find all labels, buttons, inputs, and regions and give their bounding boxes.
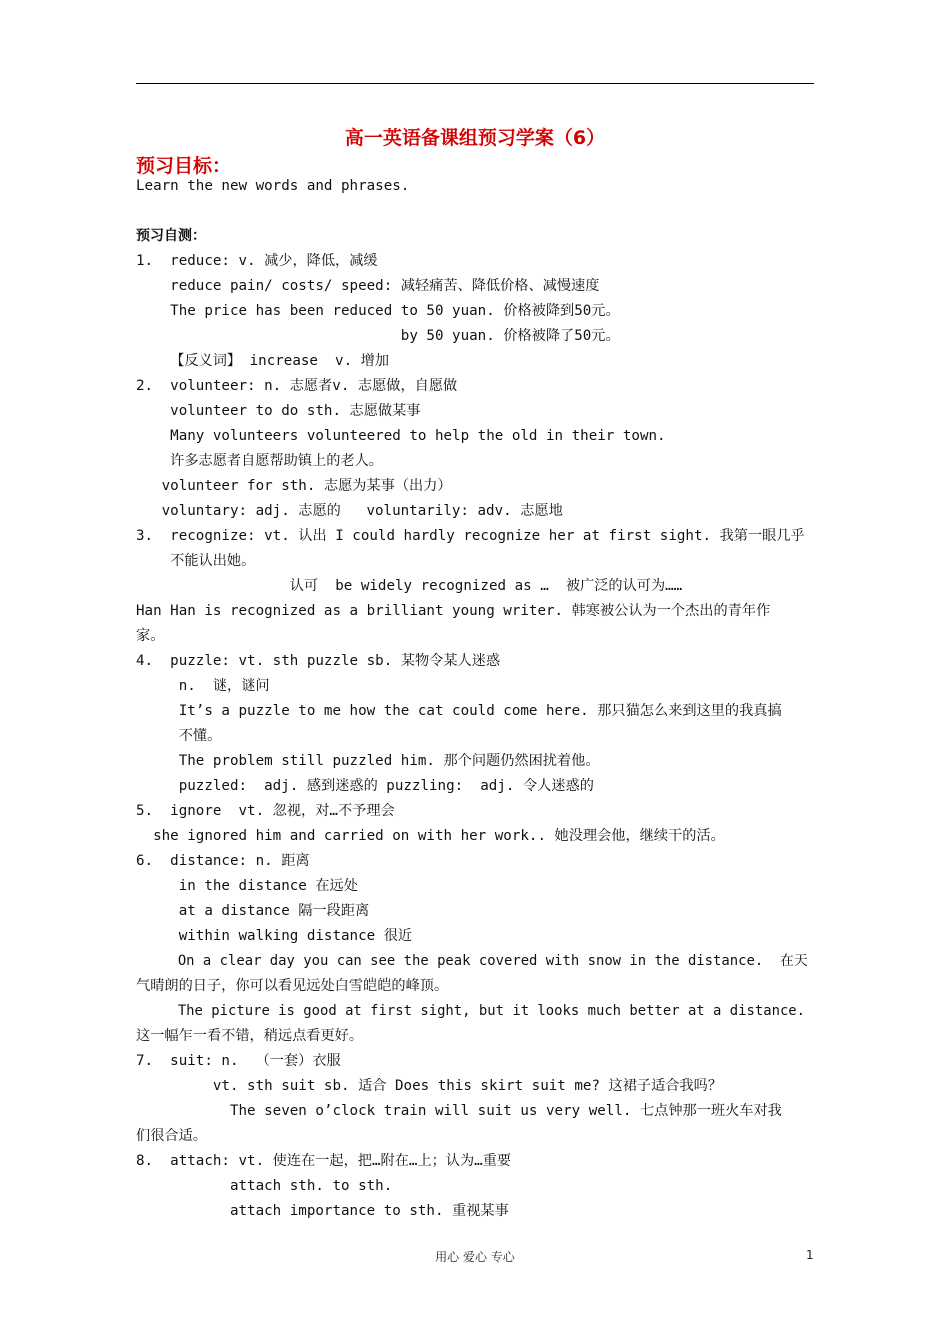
page-footer: 用心 爱心 专心 <box>435 1250 515 1264</box>
text-line: 【反义词】 increase v. 增加 <box>136 353 390 369</box>
text-line: 5. ignore vt. 忽视，对…不予理会 <box>136 803 395 819</box>
text-line: 不懂。 <box>136 728 222 744</box>
text-line: attach sth. to sth. <box>136 1178 393 1194</box>
text-line: It’s a puzzle to me how the cat could come here. 那只猫怎么来到这里的我真搞 <box>136 703 782 719</box>
text-line: within walking distance 很近 <box>136 928 413 944</box>
text-line: volunteer to do sth. 志愿做某事 <box>136 403 421 419</box>
text-line: 许多志愿者自愿帮助镇上的老人。 <box>136 453 383 469</box>
text-line: in the distance 在远处 <box>136 878 358 894</box>
text-line: 这一幅乍一看不错，稍远点看更好。 <box>136 1028 364 1044</box>
text-line: 1. reduce: v. 减少，降低，减缓 <box>136 253 378 269</box>
text-line: 6. distance: n. 距离 <box>136 853 310 869</box>
text-line: puzzled: adj. 感到迷惑的 puzzling: adj. 令人迷惑的 <box>136 778 594 794</box>
text-line: attach importance to sth. 重视某事 <box>136 1203 509 1219</box>
text-line: The problem still puzzled him. 那个问题仍然困扰着他。 <box>136 753 600 769</box>
text-line: Han Han is recognized as a brilliant young writer. 韩寒被公认为一个杰出的青年作 <box>136 603 771 619</box>
text-line: The price has been reduced to 50 yuan. 价格被降到50元。 <box>136 303 620 319</box>
page-title: 高一英语备课组预习学案（6） <box>344 127 606 149</box>
text-line: she ignored him and carried on with her work.. 她没理会他，继续干的活。 <box>136 828 725 844</box>
text-line: The picture is good at first sight, but it looks much better at a distance. <box>136 1003 806 1019</box>
text-line: 气晴朗的日子，你可以看见远处白雪皑皑的峰顶。 <box>136 978 449 994</box>
text-line: 认可 be widely recognized as … 被广泛的认可为…… <box>136 578 683 594</box>
text-line: by 50 yuan. 价格被降了50元。 <box>136 328 620 344</box>
text-line: vt. sth suit sb. 适合 Does this skirt suit me? 这裙子适合我吗？ <box>136 1078 723 1094</box>
text-line: 们很合适。 <box>136 1128 207 1144</box>
goal-text: Learn the new words and phrases. <box>136 178 410 194</box>
text-line: 8. attach: vt. 使连在一起，把…附在…上；认为…重要 <box>136 1153 512 1169</box>
text-line: The seven o’clock train will suit us very well. 七点钟那一班火车对我 <box>136 1103 782 1119</box>
text-line: 4. puzzle: vt. sth puzzle sb. 某物令某人迷惑 <box>136 653 501 669</box>
header-rule <box>136 83 814 84</box>
self-test-heading: 预习自测： <box>136 228 206 244</box>
text-line: 3. recognize: vt. 认出 I could hardly recognize her at first sight. 我第一眼几乎 <box>136 528 805 544</box>
text-line: at a distance 隔一段距离 <box>136 903 370 919</box>
text-line: 2. volunteer: n. 志愿者v. 志愿做，自愿做 <box>136 378 458 394</box>
text-line: On a clear day you can see the peak covered with snow in the distance. 在天 <box>136 953 808 969</box>
goal-heading: 预习目标： <box>136 155 232 177</box>
text-line: 不能认出她。 <box>136 553 256 569</box>
text-line: n. 谜，谜问 <box>136 678 270 694</box>
page-number: 1 <box>806 1248 814 1262</box>
text-line: voluntary: adj. 志愿的 voluntarily: adv. 志愿地 <box>136 503 563 519</box>
text-line: 家。 <box>136 628 165 644</box>
text-line: 7. suit: n. （一套）衣服 <box>136 1053 341 1069</box>
text-line: Many volunteers volunteered to help the old in their town. <box>136 428 666 444</box>
text-line: volunteer for sth. 志愿为某事（出力） <box>136 478 452 494</box>
text-line: reduce pain/ costs/ speed: 减轻痛苦、降低价格、减慢速度 <box>136 278 600 294</box>
